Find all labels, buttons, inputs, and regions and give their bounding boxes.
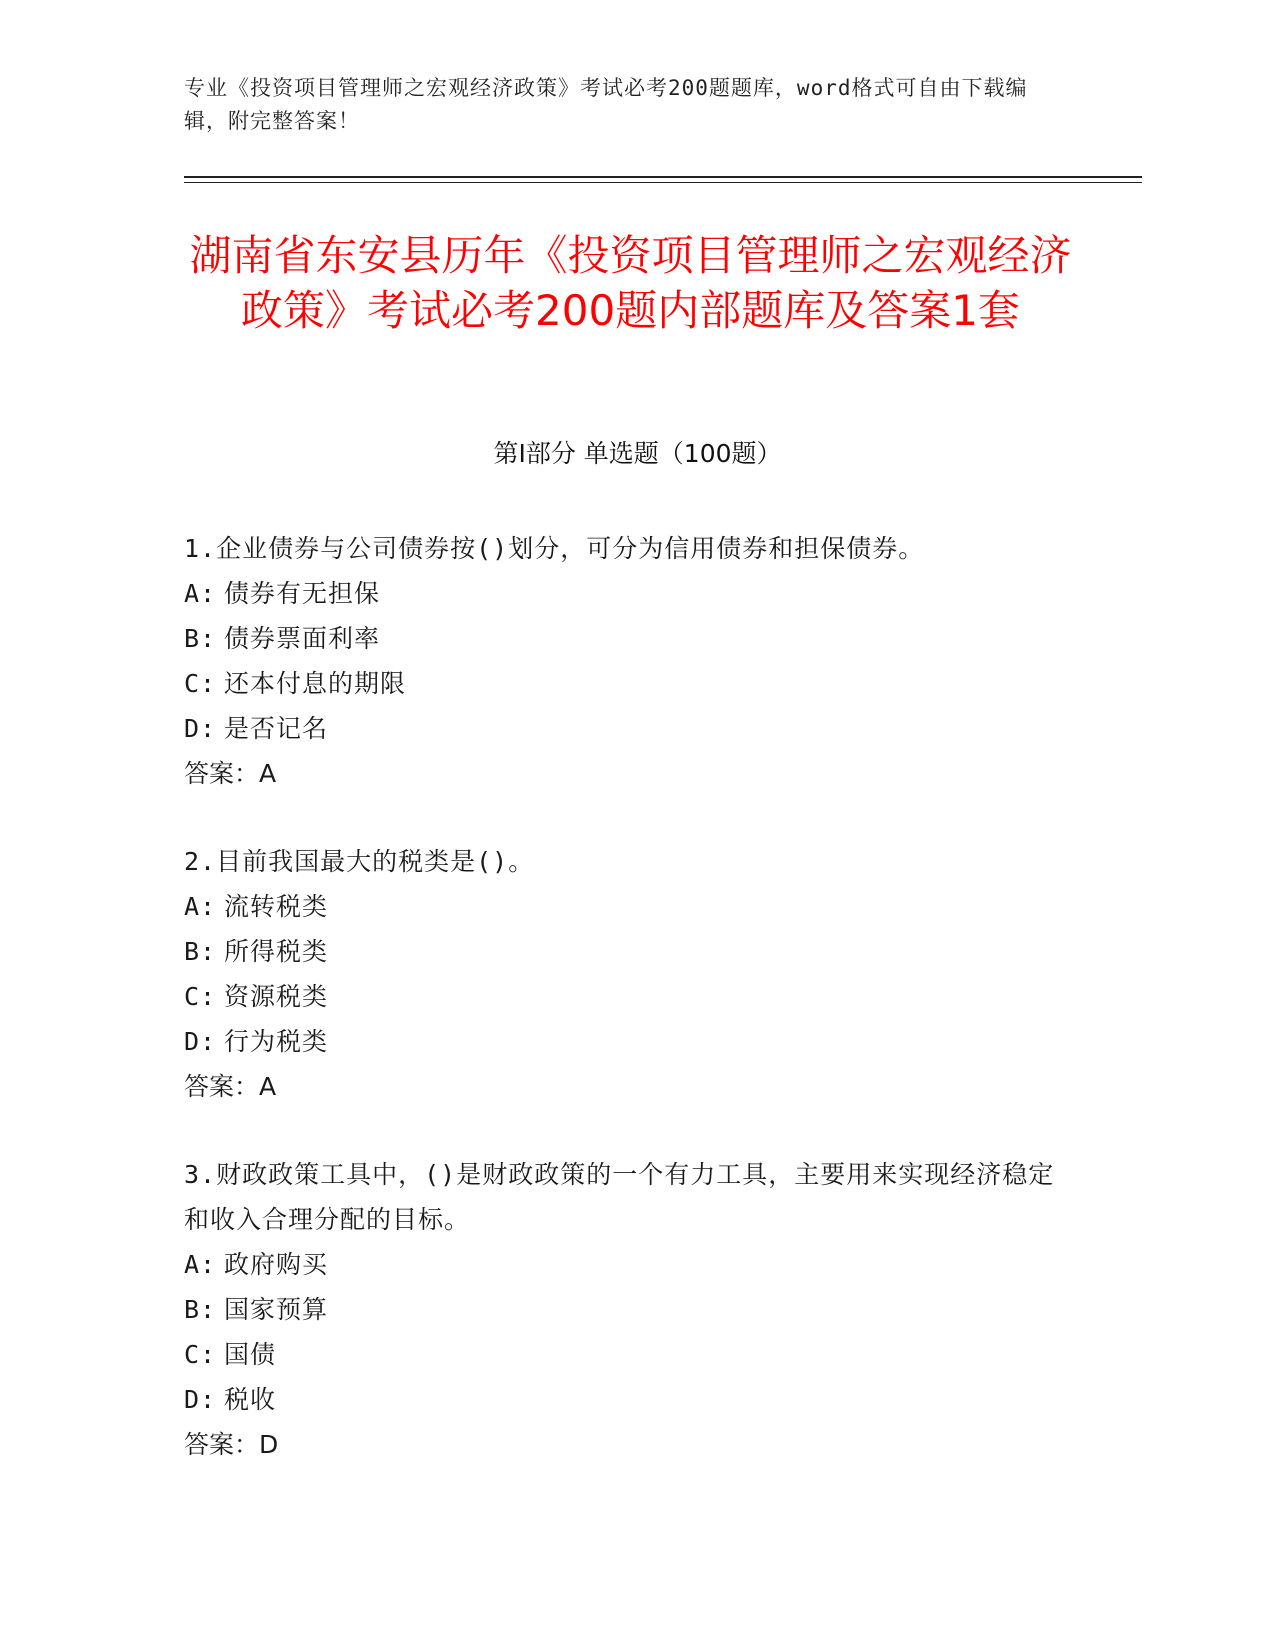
option-letter: D: <box>184 1027 217 1056</box>
option-text: 流转税类 <box>224 892 329 921</box>
option-a <box>184 1242 1064 1287</box>
option-text: 国债 <box>224 1340 277 1369</box>
option-letter: A: <box>184 892 217 921</box>
option-d <box>184 706 1064 751</box>
option-d <box>184 1019 1064 1064</box>
option-letter: B: <box>184 1295 217 1324</box>
option-text: 资源税类 <box>224 982 329 1011</box>
section-title: 第Ⅰ部分 单选题（100题） <box>493 439 782 468</box>
option-letter: C: <box>184 1340 217 1369</box>
option-text: 国家预算 <box>224 1295 329 1324</box>
option-letter: A: <box>184 1250 217 1279</box>
option-text: 政府购买 <box>224 1250 329 1279</box>
option-c <box>184 1332 1064 1377</box>
question-stem: 3.财政政策工具中，()是财政政策的一个有力工具，主要用来实现经济稳定和收入合理分配的目标。 <box>184 1160 1055 1234</box>
option-c <box>184 974 1064 1019</box>
answer-line: 答案：A <box>184 1072 277 1101</box>
question-stem: 2.目前我国最大的税类是()。 <box>184 847 535 876</box>
question-list <box>184 526 1064 1510</box>
answer-line: 答案：A <box>184 759 277 788</box>
option-text: 所得税类 <box>224 937 329 966</box>
question-2 <box>184 839 1064 1109</box>
option-letter: B: <box>184 624 217 653</box>
answer-line: 答案：D <box>184 1430 279 1459</box>
question-3 <box>184 1152 1064 1467</box>
option-text: 债券有无担保 <box>224 579 381 608</box>
option-b <box>184 1287 1064 1332</box>
option-b <box>184 616 1064 661</box>
option-text: 税收 <box>224 1385 277 1414</box>
document-title: 湖南省东安县历年《投资项目管理师之宏观经济政策》考试必考200题内部题库及答案1套 <box>189 231 1072 335</box>
option-c <box>184 661 1064 706</box>
option-a <box>184 884 1064 929</box>
option-text: 是否记名 <box>224 714 329 743</box>
option-b <box>184 929 1064 974</box>
option-letter: B: <box>184 937 217 966</box>
option-letter: D: <box>184 1385 217 1414</box>
question-1 <box>184 526 1064 796</box>
option-text: 行为税类 <box>224 1027 329 1056</box>
option-letter: C: <box>184 669 217 698</box>
header-divider-thin <box>184 182 1142 183</box>
option-text: 债券票面利率 <box>224 624 381 653</box>
question-stem: 1.企业债券与公司债券按()划分，可分为信用债券和担保债券。 <box>184 534 925 563</box>
header-note: 专业《投资项目管理师之宏观经济政策》考试必考200题题库，word格式可自由下载编辑，附完整答案！ <box>184 76 1028 133</box>
option-letter: A: <box>184 579 217 608</box>
option-d <box>184 1377 1064 1422</box>
option-letter: C: <box>184 982 217 1011</box>
option-text: 还本付息的期限 <box>224 669 407 698</box>
option-a <box>184 571 1064 616</box>
option-letter: D: <box>184 714 217 743</box>
header-divider-thick <box>184 176 1142 178</box>
